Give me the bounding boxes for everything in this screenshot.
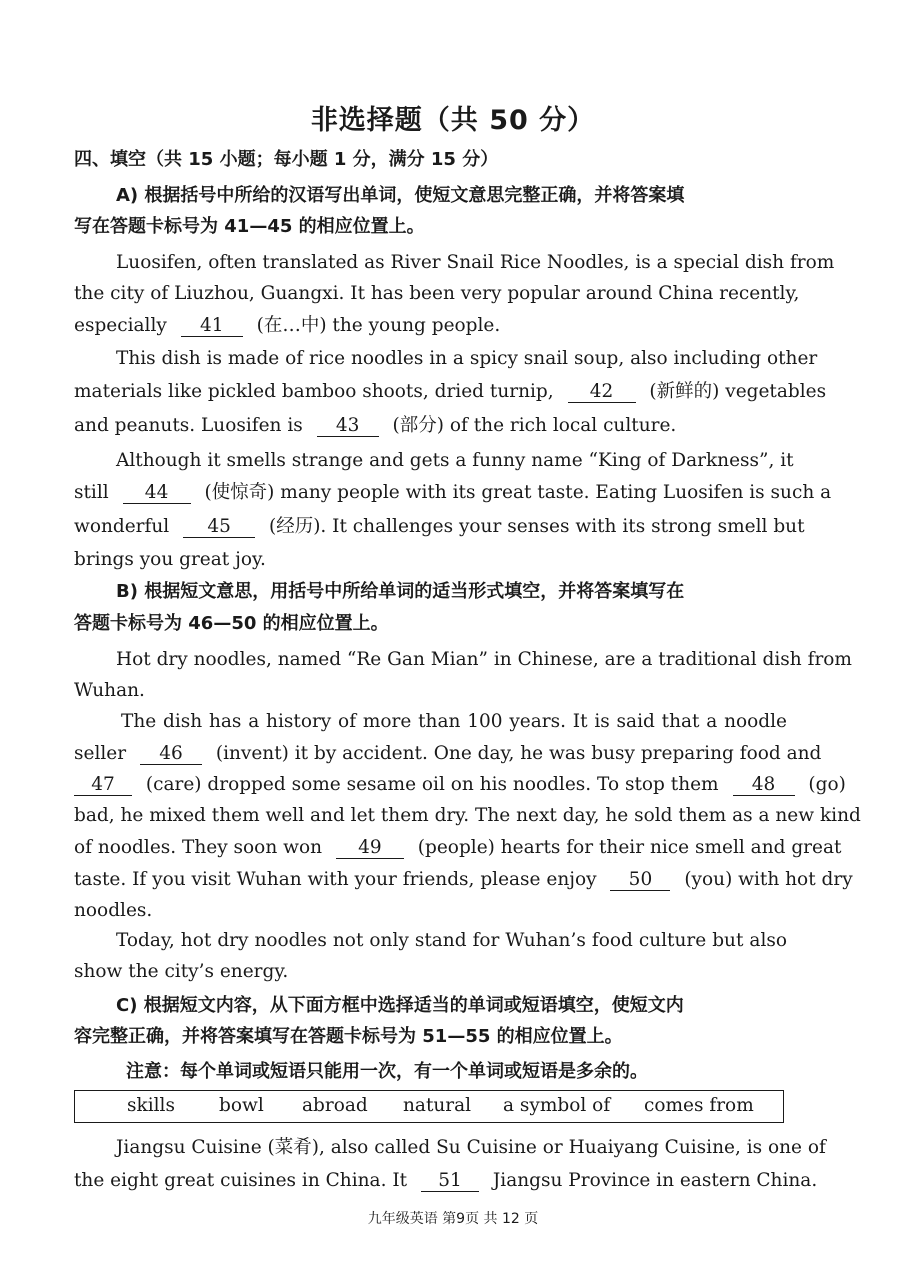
- answer-blank-51[interactable]: 51: [421, 1171, 479, 1192]
- text: (部分) of the rich local culture.: [392, 415, 677, 436]
- part-a-instruction-1: A) 根据括号中所给的汉语写出单词，使短文意思完整正确，并将答案填: [116, 185, 685, 206]
- part-b-line-5: [74, 773, 846, 797]
- part-b-instruction-2: 答题卡标号为 46—50 的相应位置上。: [74, 613, 389, 634]
- word-option: bowl: [219, 1095, 264, 1116]
- part-a-line-6: [74, 414, 787, 438]
- part-b-line-8: [74, 868, 853, 892]
- part-a-instruction-2: 写在答题卡标号为 41—45 的相应位置上。: [74, 216, 425, 237]
- part-c-line-2: [74, 1169, 818, 1193]
- part-a-line-10: brings you great joy.: [74, 549, 266, 570]
- word-option: natural: [403, 1095, 472, 1116]
- text: and peanuts. Luosifen is: [74, 415, 303, 436]
- text: (使惊奇) many people with its great taste. Eating Luosifen is such a: [204, 482, 832, 503]
- text: the eight great cuisines in China. It: [74, 1170, 408, 1191]
- part-b-line-9: noodles.: [74, 900, 153, 921]
- part-a-line-5: [74, 380, 827, 404]
- text: (新鲜的) vegetables: [649, 381, 827, 402]
- text: especially: [74, 315, 167, 336]
- answer-blank-49[interactable]: 49: [336, 838, 404, 859]
- answer-blank-50[interactable]: 50: [610, 870, 670, 891]
- word-option: a symbol of: [503, 1095, 611, 1116]
- text: taste. If you visit Wuhan with your friends, please enjoy: [74, 869, 597, 890]
- answer-blank-47[interactable]: 47: [74, 775, 132, 796]
- part-a-line-7: Although it smells strange and gets a funny name “King of Darkness”, it: [116, 450, 794, 471]
- text: (go): [808, 774, 846, 795]
- text: of noodles. They soon won: [74, 837, 323, 858]
- word-bank-box: [74, 1090, 784, 1123]
- part-b-line-11: show the city’s energy.: [74, 961, 289, 982]
- word-option: abroad: [302, 1095, 368, 1116]
- text: seller: [74, 743, 127, 764]
- text: (invent) it by accident. One day, he was busy preparing food and: [215, 743, 822, 764]
- text: materials like pickled bamboo shoots, dried turnip,: [74, 381, 554, 402]
- part-a-line-1: Luosifen, often translated as River Snail Rice Noodles, is a special dish from: [116, 252, 835, 273]
- answer-blank-46[interactable]: 46: [140, 744, 202, 765]
- page-title: 非选择题（共 50 分）: [310, 105, 596, 136]
- page-footer: 九年级英语 第9页 共 12 页: [367, 1211, 539, 1227]
- part-b-line-1: Hot dry noodles, named “Re Gan Mian” in Chinese, are a traditional dish from: [116, 649, 852, 670]
- part-b-line-3: The dish has a history of more than 100 years. It is said that a noodle: [121, 711, 787, 732]
- answer-blank-43[interactable]: 43: [317, 416, 379, 437]
- text: Jiangsu Province in eastern China.: [492, 1170, 818, 1191]
- text: still: [74, 482, 109, 503]
- part-a-line-4: This dish is made of rice noodles in a spicy snail soup, also including other: [116, 348, 818, 369]
- part-c-instruction-2: 容完整正确，并将答案填写在答题卡标号为 51—55 的相应位置上。: [74, 1026, 623, 1047]
- part-a-line-3: [74, 314, 787, 338]
- answer-blank-42[interactable]: 42: [568, 382, 636, 403]
- text: (经历). It challenges your senses with its strong smell but: [268, 516, 805, 537]
- part-c-instruction-1: C) 根据短文内容，从下面方框中选择适当的单词或短语填空，使短文内: [116, 995, 684, 1016]
- part-a-line-8: [74, 481, 832, 505]
- part-b-line-4: [74, 742, 822, 766]
- text: (care) dropped some sesame oil on his noodles. To stop them: [145, 774, 719, 795]
- section-heading: 四、填空（共 15 小题；每小题 1 分，满分 15 分）: [74, 149, 499, 170]
- part-c-note: 注意：每个单词或短语只能用一次，有一个单词或短语是多余的。: [126, 1061, 648, 1082]
- part-b-line-7: [74, 836, 842, 860]
- answer-blank-41[interactable]: 41: [181, 316, 243, 337]
- part-b-line-10: Today, hot dry noodles not only stand for Wuhan’s food culture but also: [116, 930, 787, 951]
- answer-blank-44[interactable]: 44: [123, 483, 191, 504]
- answer-blank-48[interactable]: 48: [733, 775, 795, 796]
- part-a-line-2: the city of Liuzhou, Guangxi. It has been very popular around China recently,: [74, 283, 800, 304]
- answer-blank-45[interactable]: 45: [183, 517, 255, 538]
- part-b-line-2: Wuhan.: [74, 680, 145, 701]
- part-a-line-9: [74, 515, 805, 539]
- part-c-line-1: Jiangsu Cuisine (菜肴), also called Su Cuisine or Huaiyang Cuisine, is one of: [116, 1137, 826, 1158]
- text: (you) with hot dry: [684, 869, 853, 890]
- part-b-line-6: bad, he mixed them well and let them dry. The next day, he sold them as a new kind: [74, 805, 861, 826]
- text: wonderful: [74, 516, 170, 537]
- part-b-instruction-1: B) 根据短文意思，用括号中所给单词的适当形式填空，并将答案填写在: [116, 581, 685, 602]
- text: (people) hearts for their nice smell and great: [417, 837, 842, 858]
- word-option: skills: [127, 1095, 175, 1116]
- word-option: comes from: [644, 1095, 754, 1116]
- text: (在…中) the young people.: [256, 315, 501, 336]
